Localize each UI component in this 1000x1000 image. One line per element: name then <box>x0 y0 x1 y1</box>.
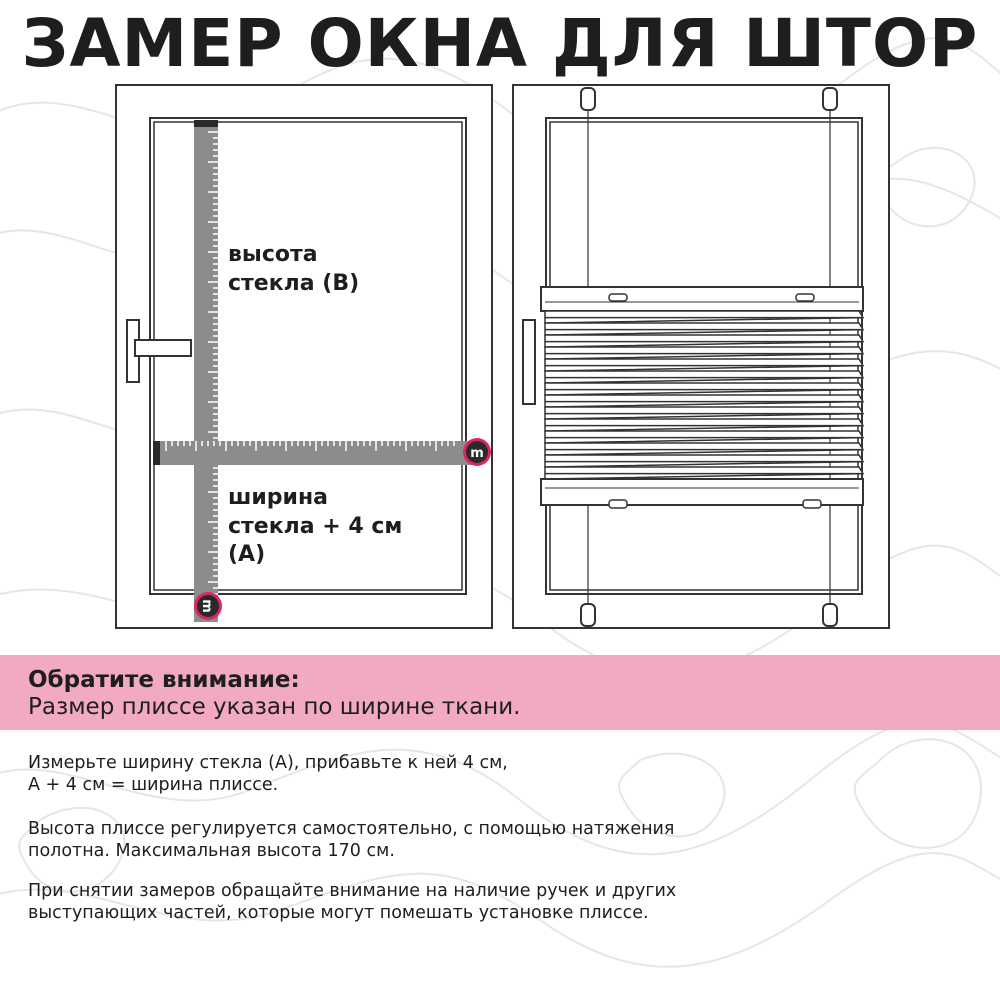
paragraph-height-instructions <box>28 818 968 862</box>
width-label-line1: ширина <box>228 485 328 510</box>
ruler-badge-horizontal <box>463 438 491 466</box>
string-clip-top-left <box>581 88 595 110</box>
string-clip-bottom-left <box>581 604 595 626</box>
height-ruler <box>194 120 218 622</box>
left-window <box>116 85 492 628</box>
string-clip-top-right <box>823 88 837 110</box>
paragraph-line: полотна. Максимальная высота 170 см. <box>28 841 395 861</box>
height-label-line2: стекла (В) <box>228 271 360 296</box>
ruler-badge-vertical <box>194 592 222 620</box>
paragraph-obstacles-warning <box>28 880 968 924</box>
paragraph-line: выступающих частей, которые могут помешать установке плиссе. <box>28 903 649 923</box>
string-clip-bottom-right <box>823 604 837 626</box>
right-window <box>513 85 889 628</box>
paragraph-line: Высота плиссе регулируется самостоятельно, с помощью натяжения <box>28 819 675 839</box>
height-label-line1: высота <box>228 242 318 267</box>
width-label-line3: (А) <box>228 542 266 567</box>
notice-title: Обратите внимание: <box>28 667 300 693</box>
paragraph-line: Измерьте ширину стекла (А), прибавьте к ней 4 см, <box>28 753 508 773</box>
paragraph-line: А + 4 см = ширина плиссе. <box>28 775 279 795</box>
window-handle <box>523 320 535 404</box>
paragraph-width-instructions <box>28 752 968 796</box>
width-ruler <box>153 441 473 465</box>
notice-text: Размер плиссе указан по ширине ткани. <box>28 694 521 720</box>
svg-text:m: m <box>470 446 484 461</box>
paragraph-line: При снятии замеров обращайте внимание на наличие ручек и других <box>28 881 677 901</box>
width-label-line2: стекла + 4 см <box>228 514 403 539</box>
svg-text:m: m <box>199 599 214 613</box>
page-title: ЗАМЕР ОКНА ДЛЯ ШТОР <box>21 5 979 82</box>
